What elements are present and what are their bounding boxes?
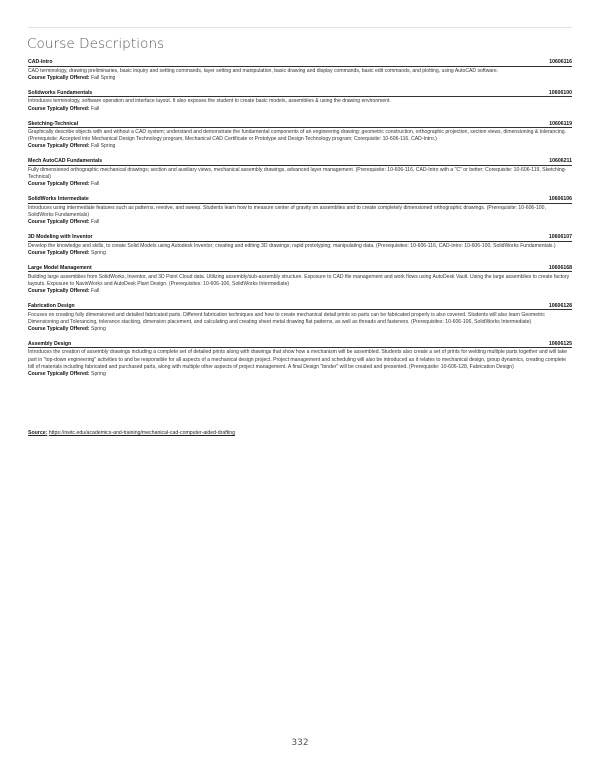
offered-label: Course Typically Offered: <box>28 143 90 150</box>
course-offered <box>28 106 572 113</box>
offered-value: Spring <box>91 370 106 377</box>
header-rule <box>28 27 572 28</box>
course-header <box>28 59 572 67</box>
page-title: Course Descriptions <box>27 36 165 52</box>
course-code: 10606100 <box>548 89 572 96</box>
course-entry <box>28 196 572 226</box>
course-code: 10606168 <box>548 264 572 271</box>
course-header <box>28 303 572 311</box>
course-offered <box>28 250 572 257</box>
course-header <box>28 265 572 273</box>
course-name: Sketching-Technical <box>28 120 79 127</box>
offered-value: Fall <box>91 219 100 226</box>
course-description: Introduces terminology, software operation and interface layout. It also exposes the student to create basic models, assemblies & using the drawing environment. <box>28 98 391 105</box>
course-description: Graphically describe objects with and without a CAD system; understand and demonstrate the fundamental components of an engineering drawing: geometric construction, orthographic projection, section views, dimensioning & tolerancing. (Prerequisite: Accepted into Mechanical Design Technology program, Mechanical CAD Certificate or Prototype and Design Technology program; Corequisite: 10-606-116, CAD-Intro.) <box>28 129 566 143</box>
offered-value: Fall <box>91 105 100 112</box>
course-offered <box>28 288 572 295</box>
course-offered <box>28 219 572 226</box>
source-link[interactable]: https://nwtc.edu/academics-and-training/mechanical-cad-computer-aided-drafting <box>48 430 236 436</box>
course-description: Fully dimensioned orthographic mechanical drawings; section and auxiliary views, mechanical assembly drawings, advanced layer management. (Prerequisite: 10-606-116, CAD-Intro with a "C" or better; Corequisite: 10-606-119, Sketching-Technical) <box>28 167 567 181</box>
course-header <box>28 158 572 166</box>
offered-label: Course Typically Offered: <box>28 325 90 332</box>
course-code: 10606106 <box>548 196 572 203</box>
course-offered <box>28 326 572 333</box>
course-name: SolidWorks Intermediate <box>28 196 89 203</box>
course-entry <box>28 59 572 82</box>
course-entry <box>28 90 572 113</box>
course-code: 10606125 <box>548 340 572 347</box>
course-header <box>28 196 572 204</box>
offered-value: Fall Spring <box>91 143 116 150</box>
source-line <box>28 430 235 436</box>
course-name: 3D Modeling with Inventor <box>28 234 93 241</box>
course-code: 10606119 <box>549 120 572 127</box>
course-header <box>28 234 572 242</box>
course-code: 10606211 <box>549 158 572 165</box>
course-entry <box>28 341 572 378</box>
offered-label: Course Typically Offered: <box>28 219 90 226</box>
course-code: 10606107 <box>548 234 572 241</box>
course-description: CAD terminology, drawing preliminaries, basic inquiry and setting commands, layer setting and manipulation, basic drawing and display commands, basic edit commands, and plotting, using AutoCAD software. <box>28 67 499 74</box>
course-header <box>28 121 572 129</box>
course-description: Focuses on creating fully dimensioned and detailed fabricated parts. Different fabrication techniques and how to create mechanical detail prints so parts can be fabricated properly is also covered. Students will also learn Geometric Dimensioning and Tolerancing, tolerance stacking, dimension placement, and calculating and creating sheet metal drawing flat patterns, as well as threads and fasteners. (Prerequisites: 10-606-106, SolidWorks Intermediate) <box>28 311 545 325</box>
course-description: Develop the knowledge and skills, to create Solid Models using Autodesk Inventor; creating and editing 3D drawings; rapid prototyping; manipulating data. (Prerequisites: 10-606-116, CAD-Intro: 10-606-100, SolidWorks Fundamentals.) <box>28 242 556 249</box>
course-entry <box>28 303 572 333</box>
course-description: Introduces using intermediate features such as patterns, revolve, and sweep. Students learn how to measure center of gravity on assemblies and to create completely dimensioned orthographic drawings. (Prerequisite: 10-606-100, SolidWorks Fundamentals) <box>28 205 546 219</box>
page-number: 332 <box>291 738 309 748</box>
offered-label: Course Typically Offered: <box>28 105 90 112</box>
offered-value: Fall <box>91 287 100 294</box>
course-entry <box>28 121 572 151</box>
course-name: Solidworks Fundamentals <box>28 89 93 96</box>
course-header <box>28 90 572 98</box>
course-offered <box>28 143 572 150</box>
course-entry <box>28 234 572 257</box>
offered-value: Fall Spring <box>91 74 116 81</box>
offered-label: Course Typically Offered: <box>28 287 90 294</box>
course-name: Fabrication Design <box>28 302 75 309</box>
offered-value: Spring <box>91 249 106 256</box>
course-name: CAD-Intro <box>28 59 53 65</box>
course-code: 10606116 <box>549 59 572 65</box>
course-list <box>28 59 572 386</box>
course-entry <box>28 265 572 295</box>
course-name: Assembly Design <box>28 340 72 347</box>
course-name: Mech AutoCAD Fundamentals <box>28 158 103 165</box>
offered-label: Course Typically Offered: <box>28 249 90 256</box>
offered-label: Course Typically Offered: <box>28 74 90 81</box>
course-header <box>28 341 572 349</box>
course-description: Building large assemblies from SolidWorks, Inventor, and 3D Point Cloud data. Utilizing assembly/sub-assembly structure. Exposure to CAD file management and work flows using AutoDesk Vault. Using the large assemblies to create factory layouts. Exposure to NavisWorks and AutoDesk Plant Design. (Prerequisites: 10-606-106, SolidWorks Intermediate) <box>28 273 570 287</box>
offered-value: Spring <box>91 325 106 332</box>
course-code: 10606128 <box>548 302 572 309</box>
course-offered <box>28 75 572 82</box>
source-label: Source: <box>28 430 48 436</box>
course-entry <box>28 158 572 188</box>
offered-value: Fall <box>91 181 100 188</box>
offered-label: Course Typically Offered: <box>28 181 90 188</box>
course-offered <box>28 181 572 188</box>
course-name: Large Model Management <box>28 264 92 271</box>
offered-label: Course Typically Offered: <box>28 370 90 377</box>
course-description: Introduces the creation of assembly drawings including a complete set of detailed prints along with drawings that show how a mechanism will be assembled. Students also create a set of prints for welding multiple parts together and will take part in "top-down engineering" activities to and be responsible for all aspects of a mechanical design project. Project management and scheduling will also be introduced as it relates to mechanical design, group dynamics, creating complete bill of materials including fabricated and purchased parts, along with multiple other aspects of project management. A final Design "binder" will be created and presented. (Prerequisite: 10-606-128, Fabrication Design) <box>28 349 568 370</box>
course-offered <box>28 371 572 378</box>
